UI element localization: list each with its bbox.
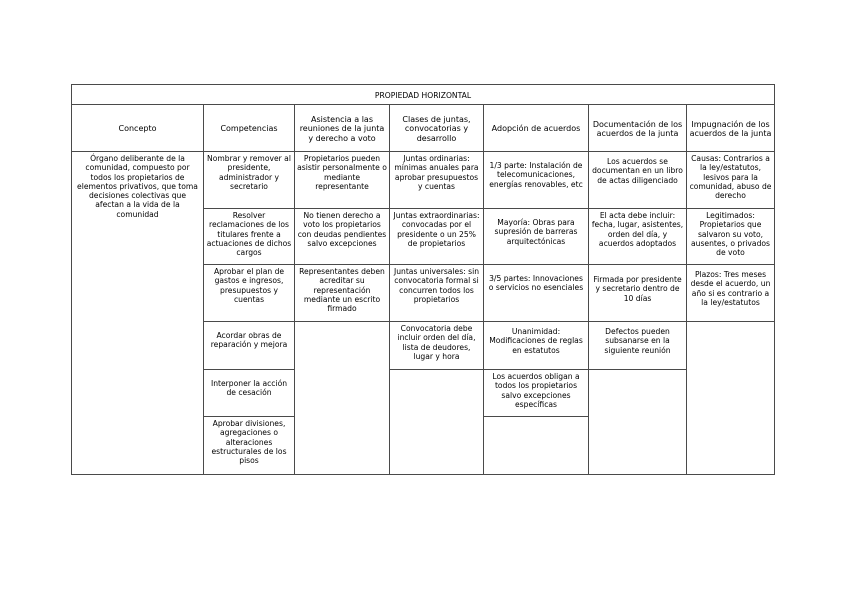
impugnacion-cell: Plazos: Tres meses desde el acuerdo, un año si es contrario a la ley/estatutos <box>690 270 771 307</box>
header-concepto: Concepto <box>118 124 157 134</box>
competencia-cell: Aprobar el plan de gastos e ingresos, presupuestos y cuentas <box>213 267 285 304</box>
adopcion-cell: 1/3 parte: Instalación de telecomunicaciones, energías renovables, etc <box>489 161 583 189</box>
documentacion-cell: Los acuerdos se documentan en un libro de actas diligenciado <box>592 157 683 185</box>
clases-juntas-cell: Juntas extraordinarias: convocadas por el presidente o un 25% de propietarios <box>393 211 480 248</box>
header-impugnacion: Impugnación de los acuerdos de la junta <box>689 119 772 138</box>
table-title: PROPIEDAD HORIZONTAL <box>374 90 472 100</box>
asistencia-cell: No tienen derecho a voto los propietarios con deudas pendientes salvo excepciones <box>297 211 387 248</box>
competencia-cell: Acordar obras de reparación y mejora <box>210 331 288 350</box>
impugnacion-cell: Causas: Contrarios a la ley/estatutos, lesivos para la comunidad, abuso de derecho <box>689 154 772 201</box>
table-border-right <box>774 84 775 475</box>
header-documentacion: Documentación de los acuerdos de la junta <box>592 119 683 138</box>
adopcion-cell: 3/5 partes: Innovaciones o servicios no esenciales <box>488 274 584 293</box>
competencia-cell: Interponer la acción de cesación <box>210 379 288 398</box>
asistencia-cell: Representantes deben acreditar su representación mediante un escrito firmado <box>299 267 385 314</box>
documentacion-cell: Firmada por presidente y secretario dentro de 10 días <box>593 275 682 303</box>
documentacion-cell: El acta debe incluir: fecha, lugar, asistentes, orden del día, y acuerdos adoptados <box>591 211 684 248</box>
documentacion-cell: Defectos pueden subsanarse en la siguiente reunión <box>604 327 671 355</box>
competencia-cell: Resolver reclamaciones de los titulares frente a actuaciones de dichos cargos <box>206 211 292 258</box>
competencia-cell: Nombrar y remover al presidente, administrador y secretario <box>207 154 291 191</box>
header-asistencia: Asistencia a las reuniones de la junta y derecho a voto <box>299 114 385 143</box>
adopcion-cell: Unanimidad: Modificaciones de reglas en estatutos <box>489 327 583 355</box>
clases-juntas-cell: Juntas ordinarias: mínimas anuales para aprobar presupuestos y cuentas <box>394 154 479 191</box>
table-border-bottom <box>71 474 775 475</box>
header-competencias: Competencias <box>220 124 278 134</box>
clases-juntas-cell: Convocatoria debe incluir orden del día, lista de deudores, lugar y hora <box>397 324 476 361</box>
asistencia-cell: Propietarios pueden asistir personalmente o mediante representante <box>297 154 387 191</box>
competencia-cell: Aprobar divisiones, agregaciones o alteraciones estructurales de los pisos <box>211 419 287 466</box>
clases-juntas-cell: Juntas universales: sin convocatoria formal si concurren todos los propietarios <box>393 267 480 304</box>
adopcion-cell: Los acuerdos obligan a todos los propietarios salvo excepciones específicas <box>492 372 580 409</box>
header-clases-juntas: Clases de juntas, convocatorias y desarrollo <box>402 114 471 143</box>
impugnacion-cell: Legitimados: Propietarios que salvaron su voto, ausentes, o privados de voto <box>690 211 771 258</box>
row-divider <box>483 416 588 417</box>
adopcion-cell: Mayoría: Obras para supresión de barreras arquitectónicas <box>494 218 578 246</box>
concepto-cell: Órgano deliberante de la comunidad, compuesto por todos los propietarios de elementos privativos, que toma decisiones colectivas que afectan a la vida de la comunidad <box>77 154 198 219</box>
header-adopcion-acuerdos: Adopción de acuerdos <box>491 124 581 134</box>
